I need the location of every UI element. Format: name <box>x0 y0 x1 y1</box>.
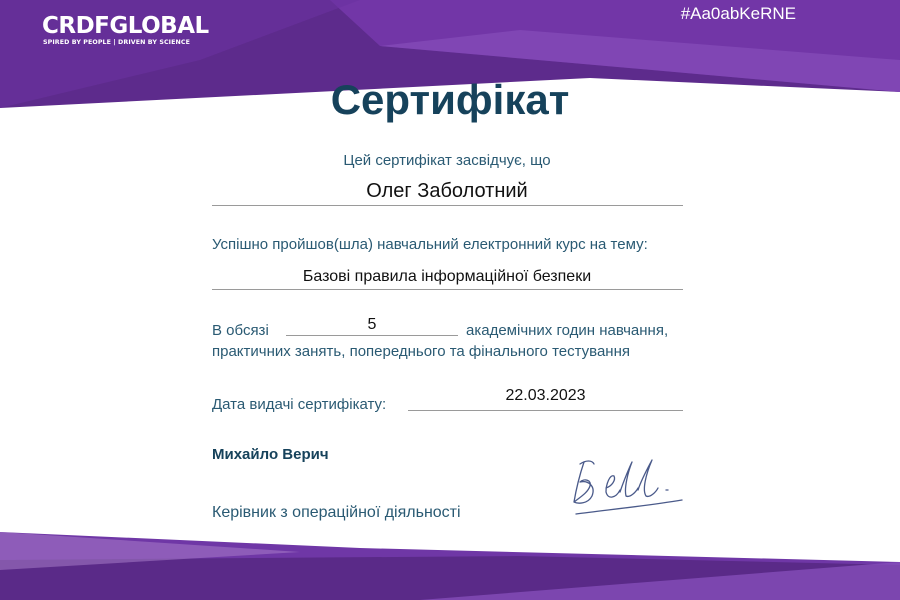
issue-date-label: Дата видачі сертифікату: <box>212 396 387 413</box>
signer-title: Керівник з операційної діяльності <box>212 504 461 521</box>
crdf-global-logo <box>42 13 209 47</box>
recipient-name: Олег Заболотний <box>366 180 528 202</box>
issue-date-value: 22.03.2023 <box>505 387 586 404</box>
certifies-text: Цей сертифікат засвідчує, що <box>343 152 551 169</box>
volume-line-2: практичних занять, попереднього та фінального тестування <box>212 343 630 360</box>
certificate-title: Сертифікат <box>330 76 570 123</box>
issue-date-line <box>408 410 683 411</box>
signer-name: Михайло Верич <box>212 446 329 463</box>
volume-prefix: В обсязі <box>212 322 269 339</box>
course-title: Базові правила інформаційної безпеки <box>302 268 592 285</box>
recipient-name-line <box>212 205 683 206</box>
signature-image <box>566 452 696 522</box>
certificate-code: #Aa0abKeRNE <box>680 4 796 23</box>
completed-course-text: Успішно пройшов(шла) навчальний електронний курс на тему: <box>212 236 648 253</box>
hours-line <box>286 335 458 336</box>
logo-tagline: SPIRED BY PEOPLE | DRIVEN BY SCIENCE <box>43 39 191 46</box>
course-title-line <box>212 289 683 290</box>
hours-value: 5 <box>367 316 377 333</box>
volume-suffix: академічних годин навчання, <box>466 322 669 339</box>
logo-text: CRDFGLOBAL <box>42 13 209 39</box>
